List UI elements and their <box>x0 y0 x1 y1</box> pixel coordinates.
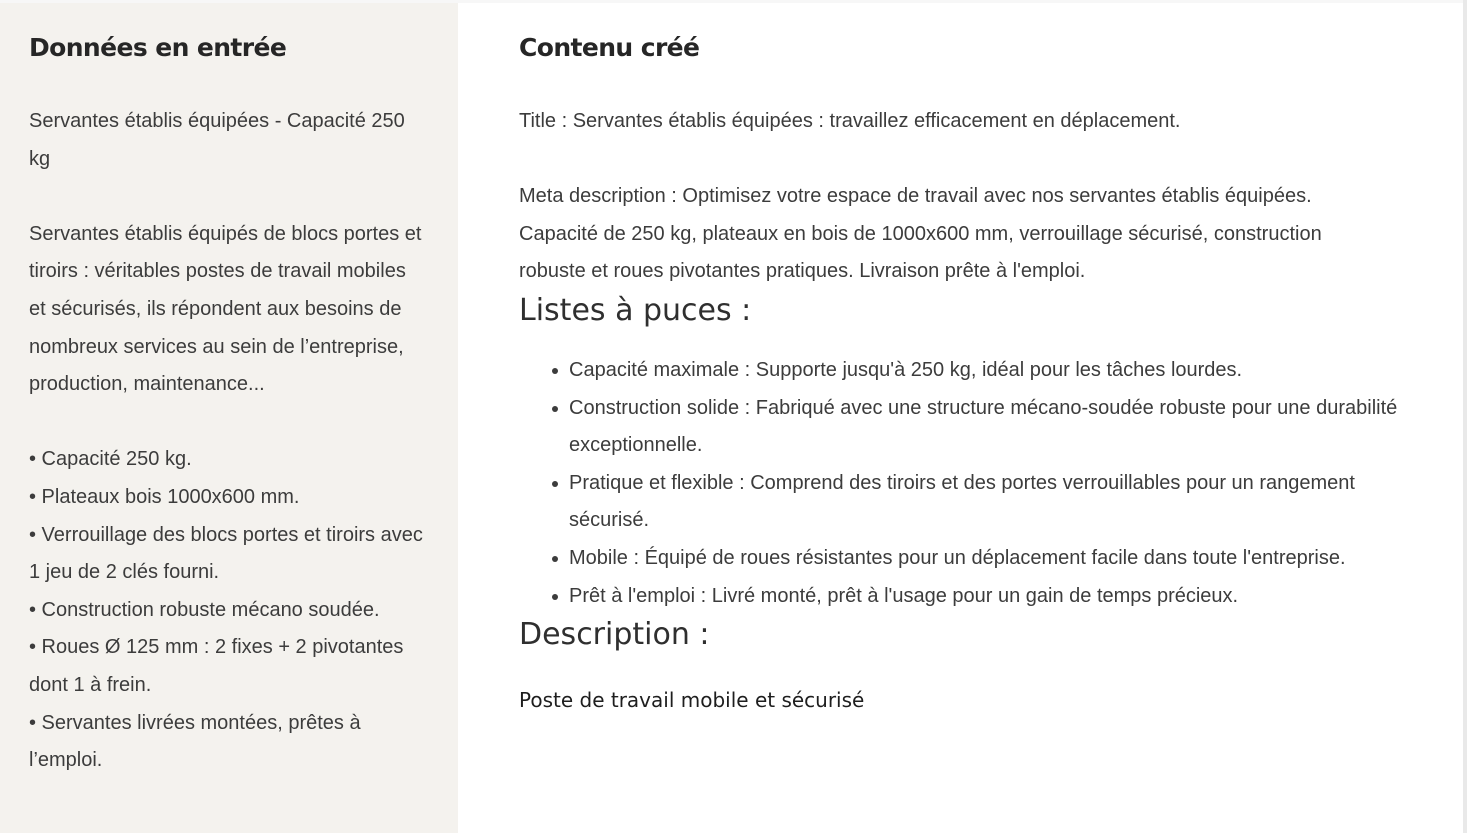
bullet-dot-icon <box>552 368 558 374</box>
bullet-list <box>519 352 1399 615</box>
generated-content-title: Contenu créé <box>519 33 700 62</box>
bullet-text: Capacité maximale : Supporte jusqu'à 250 kg, idéal pour les tâches lourdes. <box>569 358 1243 381</box>
bullet-text: Mobile : Équipé de roues résistantes pour un déplacement facile dans toute l'entreprise. <box>569 546 1346 569</box>
input-feature-item: • Construction robuste mécano soudée. <box>29 598 380 621</box>
input-feature-item: • Capacité 250 kg. <box>29 448 192 471</box>
input-product-name: Servantes établis équipées - Capacité 250 kg <box>29 110 405 170</box>
input-feature-item: • Plateaux bois 1000x600 mm. <box>29 485 300 508</box>
input-data-panel <box>0 3 458 833</box>
bullet-text: Prêt à l'emploi : Livré monté, prêt à l'usage pour un gain de temps précieux. <box>569 584 1239 607</box>
input-feature-item: • Verrouillage des blocs portes et tiroirs avec 1 jeu de 2 clés fourni. <box>29 523 423 584</box>
bullet-text: Pratique et flexible : Comprend des tiroirs et des portes verrouillables pour un rangement sécurisé. <box>569 471 1355 532</box>
meta-description: Meta description : Optimisez votre espace de travail avec nos servantes établis équipées. Capacité de 250 kg, plateaux en bois de 1000x600 mm, verrouillage sécurisé, construction robuste et roues pivotantes pratiques. Livraison prête à l'emploi. <box>519 185 1322 283</box>
bullet-list-item <box>569 540 1399 578</box>
bullets-heading: Listes à puces : <box>519 292 752 328</box>
bullet-list-item <box>569 578 1399 616</box>
input-feature-list <box>29 441 429 779</box>
bullet-list-item <box>569 352 1399 390</box>
input-data-title: Données en entrée <box>29 33 287 62</box>
input-intro-text: Servantes établis équipés de blocs portes et tiroirs : véritables postes de travail mobiles et sécurisés, ils répondent aux besoins de nombreux services au sein de l’entreprise, production, maintenance... <box>29 222 422 396</box>
description-heading: Description : <box>519 617 710 653</box>
description-subheading: Poste de travail mobile et sécurisé <box>519 688 865 713</box>
scrollbar-track[interactable] <box>1463 0 1467 833</box>
bullet-dot-icon <box>552 406 558 412</box>
bullet-list-item <box>569 390 1399 465</box>
bullet-dot-icon <box>552 594 558 600</box>
seo-title-line: Title : Servantes établis équipées : travaillez efficacement en déplacement. <box>519 110 1181 132</box>
generated-content-panel <box>458 3 1463 833</box>
bullet-text: Construction solide : Fabriqué avec une structure mécano-soudée robuste pour une durabilité exceptionnelle. <box>569 396 1398 457</box>
input-feature-item: • Servantes livrées montées, prêtes à l’emploi. <box>29 711 361 772</box>
bullet-list-item <box>569 465 1399 540</box>
input-feature-item: • Roues Ø 125 mm : 2 fixes + 2 pivotantes dont 1 à frein. <box>29 636 404 696</box>
bullet-dot-icon <box>552 481 558 487</box>
bullet-dot-icon <box>552 556 558 562</box>
